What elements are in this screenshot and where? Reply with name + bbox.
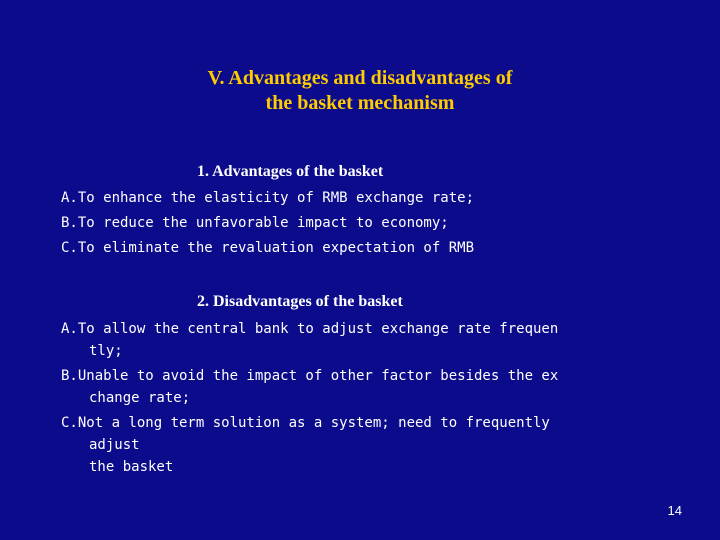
advantages-item-b: B.To reduce the unfavorable impact to economy; (61, 215, 449, 231)
disadvantages-heading: 2. Disadvantages of the basket (197, 293, 403, 310)
disadvantages-list (61, 318, 661, 481)
page-number: 14 (667, 503, 682, 518)
slide-title-line-2: the basket mechanism (265, 92, 455, 114)
disadvantages-item-c-line-3: the basket (89, 459, 174, 475)
slide-title (0, 66, 720, 116)
advantages-list (61, 187, 474, 262)
disadvantages-item-b-line-1: B.Unable to avoid the impact of other factor besides the ex (61, 368, 559, 384)
slide-title-line-1: V. Advantages and disadvantages of (207, 67, 513, 89)
advantages-heading: 1. Advantages of the basket (197, 163, 384, 180)
disadvantages-item-a (61, 318, 661, 362)
disadvantages-item-a-line-1: A.To allow the central bank to adjust exchange rate frequen (61, 321, 559, 337)
advantages-item-a: A.To enhance the elasticity of RMB exchange rate; (61, 190, 475, 206)
disadvantages-item-a-line-2: tly; (89, 343, 123, 359)
disadvantages-item-b (61, 365, 661, 409)
disadvantages-item-c-line-1: C.Not a long term solution as a system; need to frequently (61, 415, 550, 431)
disadvantages-item-b-line-2: change rate; (89, 390, 191, 406)
disadvantages-item-c-line-2: adjust (89, 437, 140, 453)
disadvantages-item-c (61, 412, 661, 478)
advantages-item-c: C.To eliminate the revaluation expectation of RMB (61, 240, 475, 256)
